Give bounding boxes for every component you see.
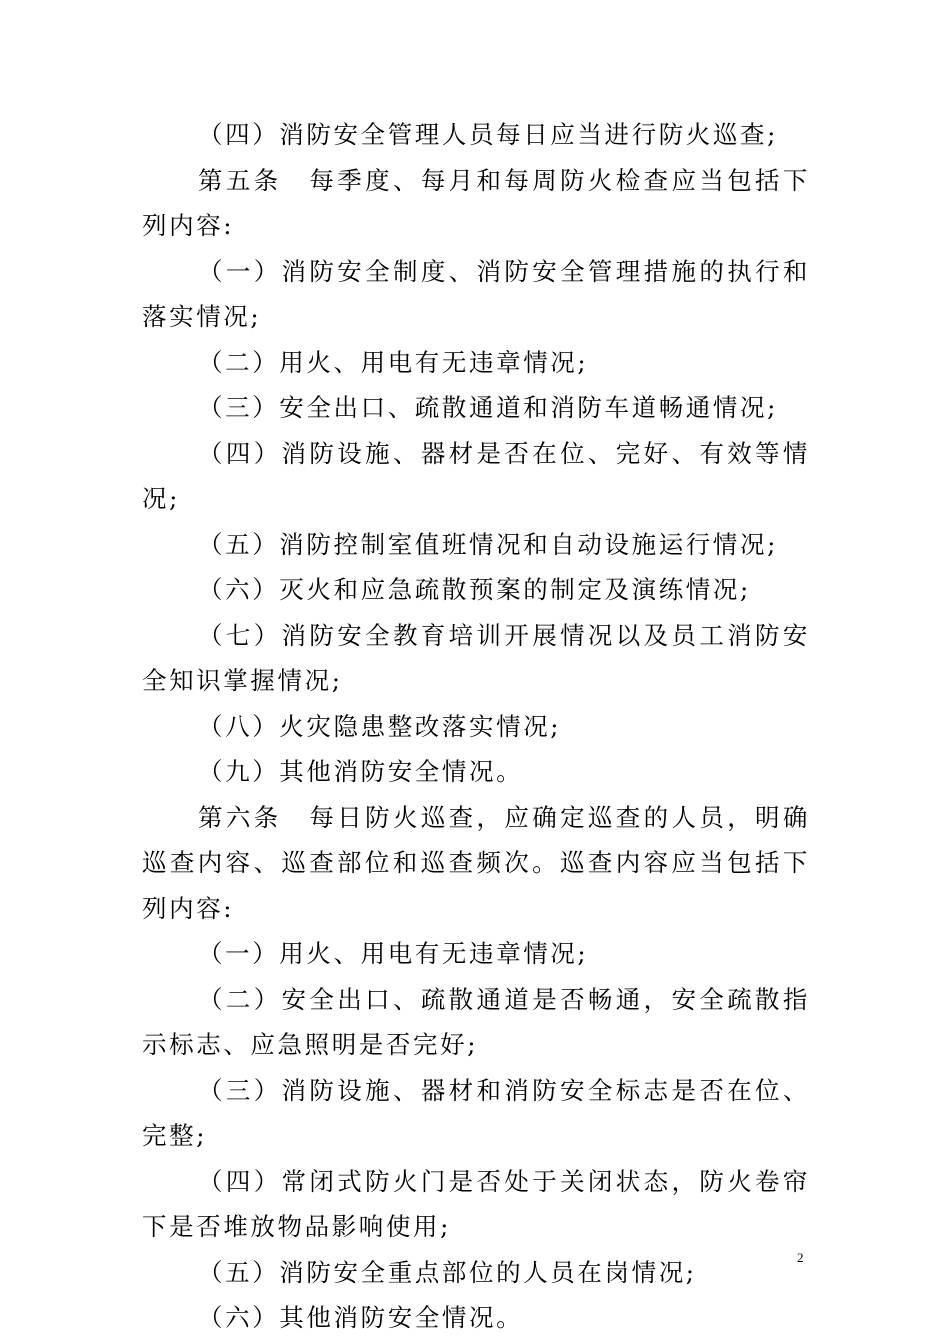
article-5-item-8: （八）火灾隐患整改落实情况; bbox=[198, 711, 562, 741]
article-5-item-5: （五）消防控制室值班情况和自动设施运行情况; bbox=[198, 529, 778, 559]
article-5-item-7: （七）消防安全教育培训开展情况以及员工消防安全知识掌握情况; bbox=[142, 620, 810, 695]
page-number: 2 bbox=[797, 1250, 804, 1265]
article-6-item-5: （五）消防安全重点部位的人员在岗情况; bbox=[198, 1257, 697, 1287]
article-5-item-9: （九）其他消防安全情况。 bbox=[198, 757, 524, 786]
article-5-item-3: （三）安全出口、疏散通道和消防车道畅通情况; bbox=[198, 393, 778, 422]
article-6-item-3: （三）消防设施、器材和消防安全标志是否在位、完整; bbox=[142, 1075, 810, 1150]
article-6-item-2: （二）安全出口、疏散通道是否畅通，安全疏散指示标志、应急照明是否完好; bbox=[142, 984, 810, 1059]
article-5-heading: 第五条 每季度、每月和每周防火检查应当包括下列内容: bbox=[142, 165, 810, 240]
article-5-item-4: （四）消防设施、器材是否在位、完好、有效等情况; bbox=[142, 438, 810, 513]
article-6-item-6: （六）其他消防安全情况。 bbox=[198, 1303, 524, 1332]
paragraph-item-4-daily-patrol: （四）消防安全管理人员每日应当进行防火巡查; bbox=[198, 120, 778, 149]
article-5-item-6: （六）灭火和应急疏散预案的制定及演练情况; bbox=[198, 575, 751, 604]
article-6-item-4: （四）常闭式防火门是否处于关闭状态，防火卷帘下是否堆放物品影响使用; bbox=[142, 1166, 810, 1241]
article-6-item-1: （一）用火、用电有无违章情况; bbox=[198, 939, 589, 968]
article-6-heading: 第六条 每日防火巡查，应确定巡查的人员，明确巡查内容、巡查部位和巡查频次。巡查内容应当包括下列内容: bbox=[142, 802, 810, 923]
article-5-item-2: （二）用火、用电有无违章情况; bbox=[198, 347, 589, 377]
article-5-item-1: （一）消防安全制度、消防安全管理措施的执行和落实情况; bbox=[142, 256, 810, 331]
document-body bbox=[142, 112, 810, 1341]
